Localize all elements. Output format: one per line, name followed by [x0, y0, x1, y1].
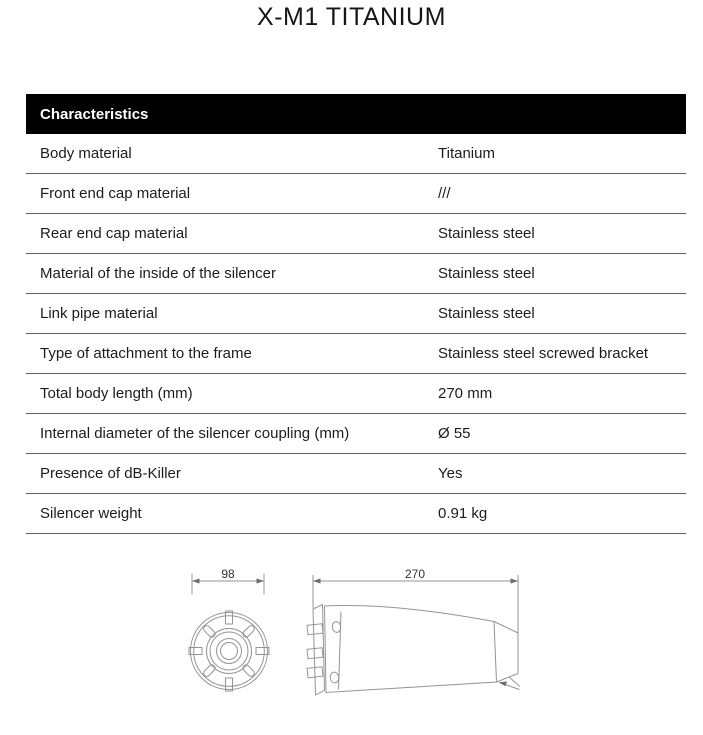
characteristics-table [26, 94, 686, 534]
row-label: Link pipe material [40, 305, 158, 322]
side-view-dimension-label: 270 [404, 567, 426, 581]
table-row [26, 454, 686, 494]
table-row [26, 134, 686, 174]
side-view-drawing [307, 567, 520, 695]
page-title: X-M1 TITANIUM [257, 3, 446, 31]
table-header-label: Characteristics [40, 105, 149, 123]
table-row [26, 174, 686, 214]
front-view-dimension [192, 567, 264, 594]
row-value: Stainless steel screwed bracket [438, 345, 649, 362]
row-value: 0.91 kg [438, 505, 488, 522]
row-label: Body material [40, 145, 132, 162]
row-label: Presence of dB-Killer [40, 465, 181, 482]
row-value: /// [438, 185, 451, 202]
technical-drawings [0, 550, 703, 735]
row-value: Ø 55 [438, 425, 471, 442]
side-view-dimension [313, 567, 518, 633]
table-row [26, 374, 686, 414]
table-row [26, 494, 686, 534]
row-label: Internal diameter of the silencer coupling (mm) [40, 425, 350, 442]
row-label: Type of attachment to the frame [40, 345, 252, 362]
row-value: Stainless steel [438, 265, 535, 282]
row-label: Rear end cap material [40, 225, 188, 242]
row-label: Front end cap material [40, 185, 191, 202]
table-row [26, 214, 686, 254]
row-value: 270 mm [438, 385, 493, 402]
row-label: Silencer weight [40, 505, 142, 522]
table-row [26, 334, 686, 374]
table-header [26, 94, 686, 134]
row-value: Titanium [438, 145, 495, 162]
row-value: Stainless steel [438, 305, 535, 322]
row-value: Yes [438, 465, 463, 482]
row-value: Stainless steel [438, 225, 535, 242]
front-view-dimension-label: 98 [221, 567, 235, 581]
row-label: Material of the inside of the silencer [40, 265, 276, 282]
table-row [26, 254, 686, 294]
front-view-drawing [189, 567, 269, 691]
table-row [26, 294, 686, 334]
table-row [26, 414, 686, 454]
row-label: Total body length (mm) [40, 385, 193, 402]
